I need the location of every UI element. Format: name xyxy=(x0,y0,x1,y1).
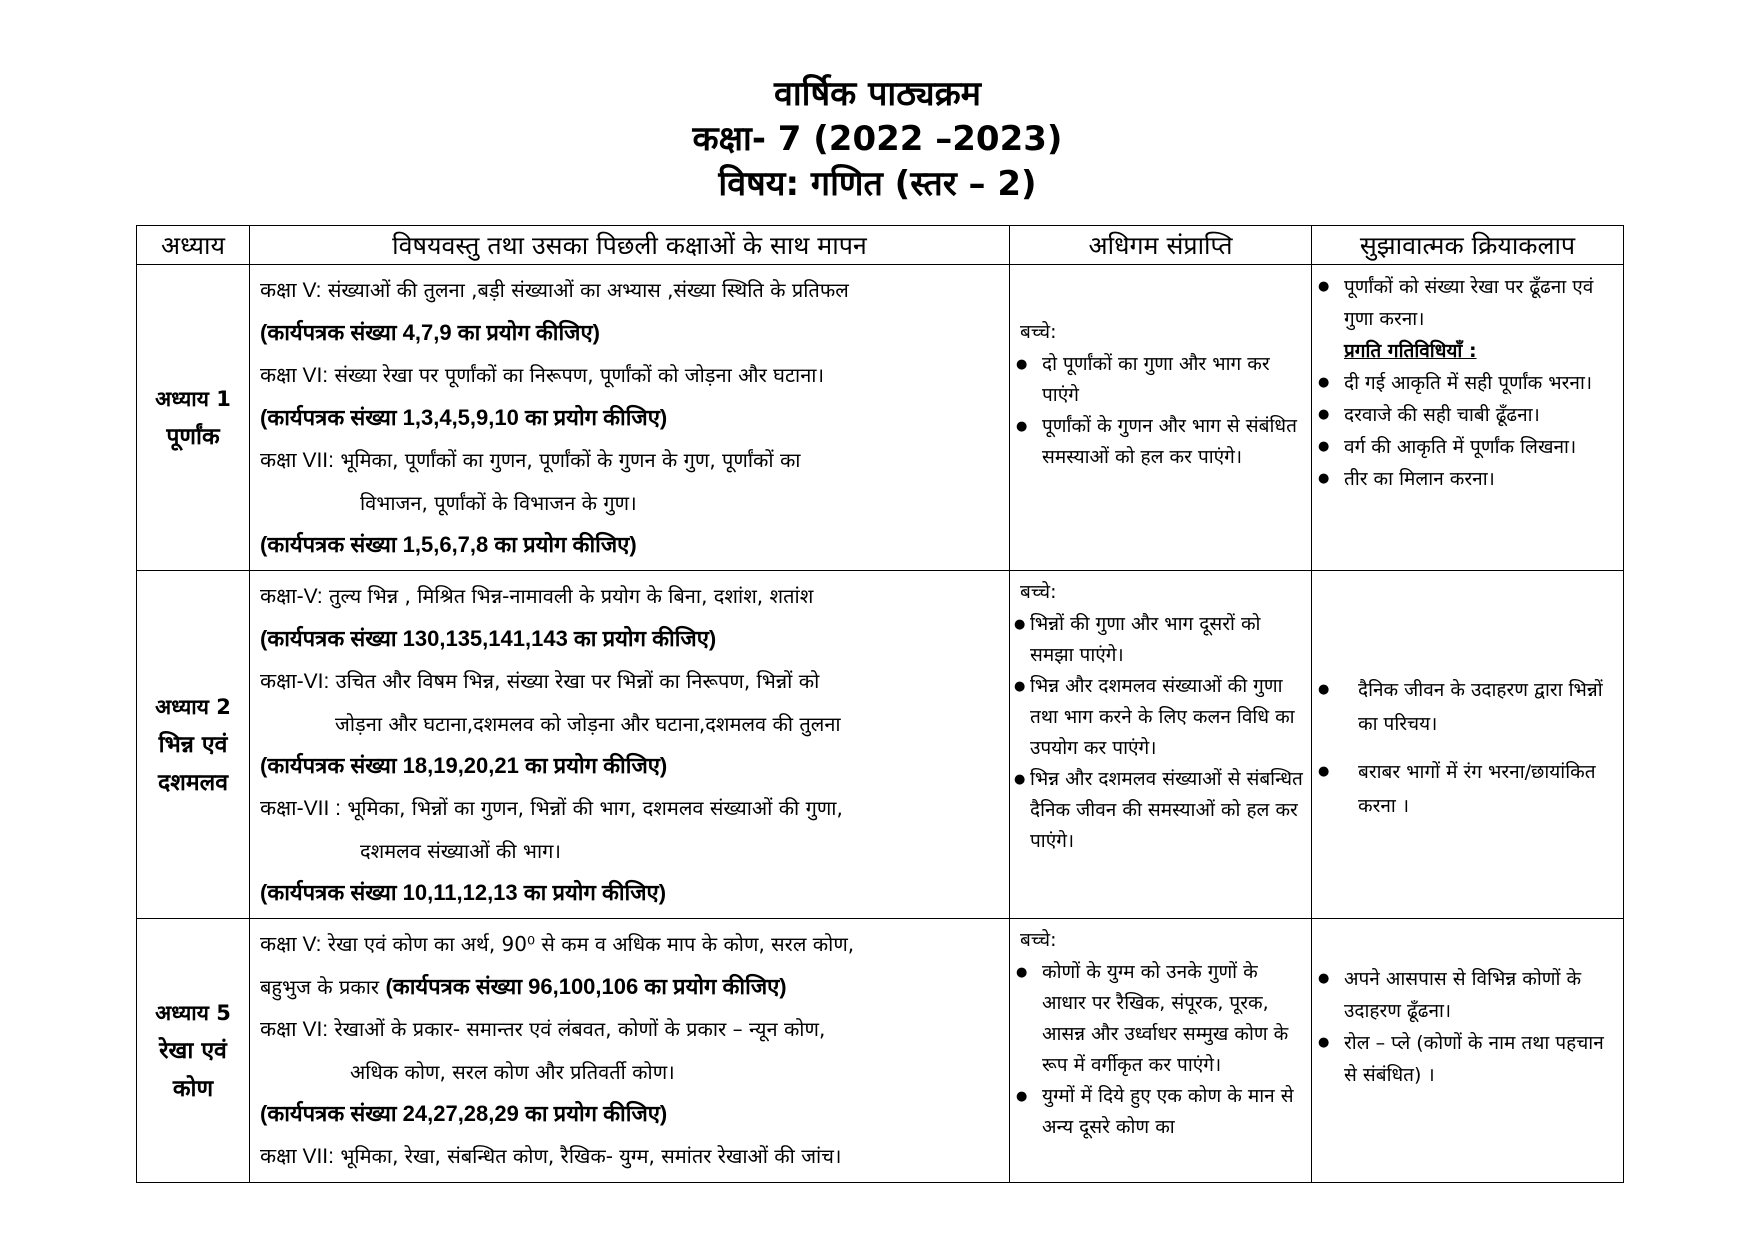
content-line: दशमलव संख्याओं की भाग। xyxy=(360,839,561,863)
learning-item: ● पूर्णांकों के गुणन और भाग से संबंधित समस्याओं को हल कर पाएंगे। xyxy=(1014,411,1305,473)
syllabus-table xyxy=(136,225,1624,1183)
page-title: वार्षिक पाठ्यक्रम xyxy=(773,74,982,114)
learning-intro: बच्चे: xyxy=(1020,929,1057,951)
content-line: कक्षा V: संख्याओं की तुलना ,बड़ी संख्याओं का अभ्यास ,संख्या स्थिति के प्रतिफल xyxy=(260,278,849,302)
activity-item: ● रोल – प्ले (कोणों के नाम तथा पहचान से संबंधित) । xyxy=(1316,1027,1615,1091)
learning-intro: बच्चे: xyxy=(1020,581,1057,603)
learning-item: ● भिन्न और दशमलव संख्याओं की गुणा तथा भाग करने के लिए कलन विधि का उपयोग कर पाएंगे। xyxy=(1014,671,1305,764)
chapter-cell xyxy=(137,265,250,571)
class-line: कक्षा- 7 (2022 –2023) xyxy=(692,119,1063,159)
content-line: कक्षा-VI: उचित और विषम भिन्न, संख्या रेखा पर भिन्नों का निरूपण, भिन्नों को xyxy=(260,669,820,693)
content-line: विभाजन, पूर्णांकों के विभाजन के गुण। xyxy=(360,491,637,515)
activity-item: ● अपने आसपास से विभिन्न कोणों के उदाहरण ढूँढना। xyxy=(1316,963,1615,1027)
learning-intro: बच्चे: xyxy=(1020,321,1057,343)
content-line: कक्षा V: रेखा एवं कोण का अर्थ, 90⁰ से कम व अधिक माप के कोण, सरल कोण, xyxy=(260,932,855,956)
content-line: कक्षा VI: संख्या रेखा पर पूर्णांकों का निरूपण, पूर्णांकों को जोड़ना और घटाना। xyxy=(260,363,825,387)
chapter-number: अध्याय 2 xyxy=(155,694,231,719)
activity-item: ● बराबर भागों में रंग भरना/छायांकित करना । xyxy=(1316,755,1615,823)
activity-item: ● दी गई आकृति में सही पूर्णांक भरना। xyxy=(1316,367,1615,399)
table-row xyxy=(137,571,1624,919)
chapter-number: अध्याय 1 xyxy=(155,386,231,411)
activity-item: ● वर्ग की आकृति में पूर्णांक लिखना। xyxy=(1316,431,1615,463)
content-line: अधिक कोण, सरल कोण और प्रतिवर्ती कोण। xyxy=(350,1060,675,1084)
table-row xyxy=(137,919,1624,1183)
worksheet-line: (कार्यपत्रक संख्या 18,19,20,21 का प्रयोग कीजिए) xyxy=(260,753,668,778)
learning-item: ● भिन्न और दशमलव संख्याओं से संबन्धित दैनिक जीवन की समस्याओं को हल कर पाएंगे। xyxy=(1014,764,1305,857)
worksheet-line: (कार्यपत्रक संख्या 10,11,12,13 का प्रयोग कीजिए) xyxy=(260,880,667,905)
subject-line: विषय: गणित (स्तर – 2) xyxy=(718,164,1037,204)
content-line: जोड़ना और घटाना,दशमलव को जोड़ना और घटाना,दशमलव की तुलना xyxy=(335,712,841,736)
content-line: कक्षा VI: रेखाओं के प्रकार- समान्तर एवं लंबवत, कोणों के प्रकार – न्यून कोण, xyxy=(260,1017,826,1041)
header-chapter: अध्याय xyxy=(137,226,250,265)
content-cell xyxy=(250,919,1010,1183)
worksheet-line: (कार्यपत्रक संख्या 1,5,6,7,8 का प्रयोग कीजिए) xyxy=(260,532,637,557)
content-line: कक्षा-VII : भूमिका, भिन्नों का गुणन, भिन्नों की भाग, दशमलव संख्याओं की गुणा, xyxy=(260,796,843,820)
header-suggested-activities: सुझावात्मक क्रियाकलाप xyxy=(1312,226,1624,265)
chapter-number: अध्याय 5 xyxy=(155,1000,231,1025)
activities-cell xyxy=(1312,919,1624,1183)
header-learning-outcomes: अधिगम संप्राप्ति xyxy=(1010,226,1312,265)
learning-item: ● भिन्नों की गुणा और भाग दूसरों को समझा पाएंगे। xyxy=(1014,609,1305,671)
activities-cell xyxy=(1312,265,1624,571)
learning-item: ● दो पूर्णांकों का गुणा और भाग कर पाएंगे xyxy=(1014,349,1305,411)
learning-cell xyxy=(1010,919,1312,1183)
worksheet-line: (कार्यपत्रक संख्या 4,7,9 का प्रयोग कीजिए) xyxy=(260,320,600,345)
content-cell xyxy=(250,571,1010,919)
activity-item: ● पूर्णांकों को संख्या रेखा पर ढूँढना एवं गुणा करना। xyxy=(1316,271,1615,335)
chapter-name: भिन्न एवं दशमलव xyxy=(158,731,228,796)
content-line: कक्षा VII: भूमिका, पूर्णांकों का गुणन, पूर्णांकों के गुणन के गुण, पूर्णांकों का xyxy=(260,448,801,472)
worksheet-line: (कार्यपत्रक संख्या 130,135,141,143 का प्रयोग कीजिए) xyxy=(260,626,717,651)
progress-activities-heading: प्रगति गतिविधियाँ : xyxy=(1344,340,1477,362)
content-line: बहुभुज के प्रकार (कार्यपत्रक संख्या 96,100,106 का प्रयोग कीजिए) xyxy=(260,974,787,999)
activity-item: ● दैनिक जीवन के उदाहरण द्वारा भिन्नों का परिचय। xyxy=(1316,673,1615,741)
content-line: कक्षा-V: तुल्य भिन्न , मिश्रित भिन्न-नामावली के प्रयोग के बिना, दशांश, शतांश xyxy=(260,584,814,608)
chapter-name: रेखा एवं कोण xyxy=(159,1037,227,1102)
chapter-cell xyxy=(137,919,250,1183)
chapter-name: पूर्णांक xyxy=(166,423,220,450)
header-content: विषयवस्तु तथा उसका पिछली कक्षाओं के साथ मापन xyxy=(250,226,1010,265)
chapter-cell xyxy=(137,571,250,919)
activities-cell xyxy=(1312,571,1624,919)
worksheet-line: (कार्यपत्रक संख्या 1,3,4,5,9,10 का प्रयोग कीजिए) xyxy=(260,405,668,430)
learning-cell xyxy=(1010,265,1312,571)
content-cell xyxy=(250,265,1010,571)
activity-item: ● दरवाजे की सही चाबी ढूँढना। xyxy=(1316,399,1615,431)
table-row xyxy=(137,265,1624,571)
learning-item: ● युग्मों में दिये हुए एक कोण के मान से अन्य दूसरे कोण का xyxy=(1014,1081,1305,1143)
worksheet-line: (कार्यपत्रक संख्या 24,27,28,29 का प्रयोग कीजिए) xyxy=(260,1101,668,1126)
document-header xyxy=(0,72,1755,207)
learning-item: ● कोणों के युग्म को उनके गुणों के आधार पर रैखिक, संपूरक, पूरक, आसन्न और उर्ध्वाधर सम्मुख कोण के रूप में वर्गीकृत कर पाएंगे। xyxy=(1014,957,1305,1081)
table-header-row xyxy=(137,226,1624,265)
activity-item: ● तीर का मिलान करना। xyxy=(1316,463,1615,495)
learning-cell xyxy=(1010,571,1312,919)
content-line: कक्षा VII: भूमिका, रेखा, संबन्धित कोण, रैखिक- युग्म, समांतर रेखाओं की जांच। xyxy=(260,1144,842,1168)
